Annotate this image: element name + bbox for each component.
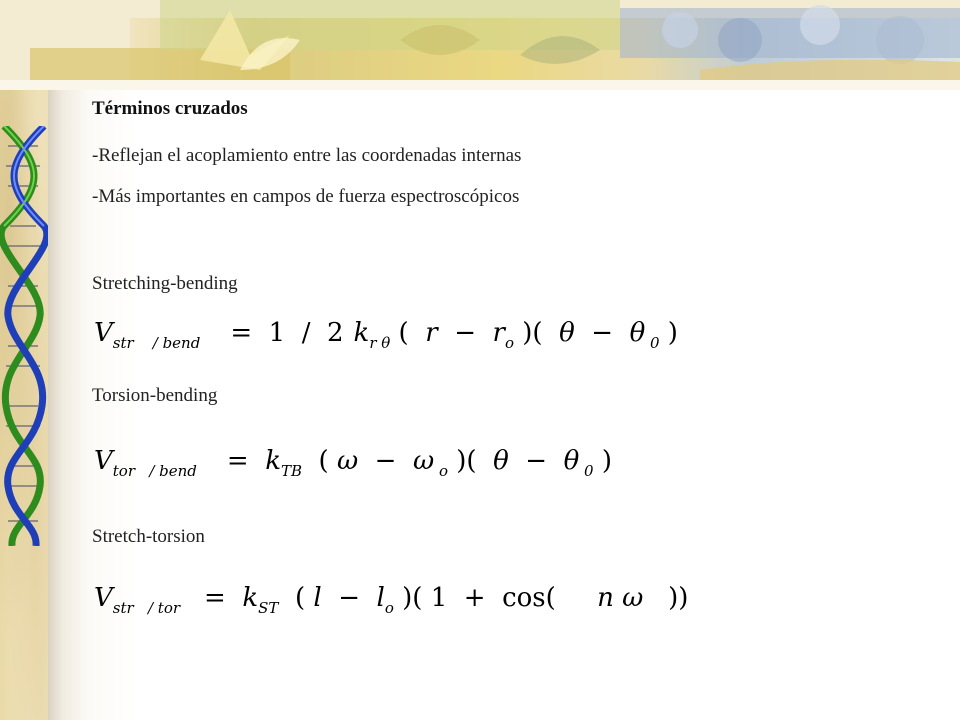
slide-heading: Términos cruzados (92, 98, 248, 119)
bullet-coupling: -Reflejan el acoplamiento entre las coordenadas internas (92, 145, 522, 166)
leaf-banner (0, 0, 960, 90)
equation-torsion-bending: $V_{tor / bend} = k_{TB}$ ( ω − ω $_o$ )( θ − θ $_0$ ) (94, 446, 612, 480)
equation-stretching-bending: $V_{str / bend} = 1 / 2$ $k_{r \theta}$ ( $r - r_o$ )( θ − θ $_0$ ) (94, 318, 678, 352)
bullet-spectroscopic: -Más importantes en campos de fuerza espectroscópicos (92, 186, 520, 207)
label-stretch-torsion: Stretch-torsion (92, 526, 205, 547)
dna-helix-icon (0, 126, 48, 546)
label-stretching-bending: Stretching-bending (92, 273, 238, 294)
label-torsion-bending: Torsion-bending (92, 385, 218, 406)
equation-stretch-torsion: $V_{str / tor} = k_{ST}$ ( $l - l_o$ )( 1 + cos( n ω )) (94, 583, 689, 617)
